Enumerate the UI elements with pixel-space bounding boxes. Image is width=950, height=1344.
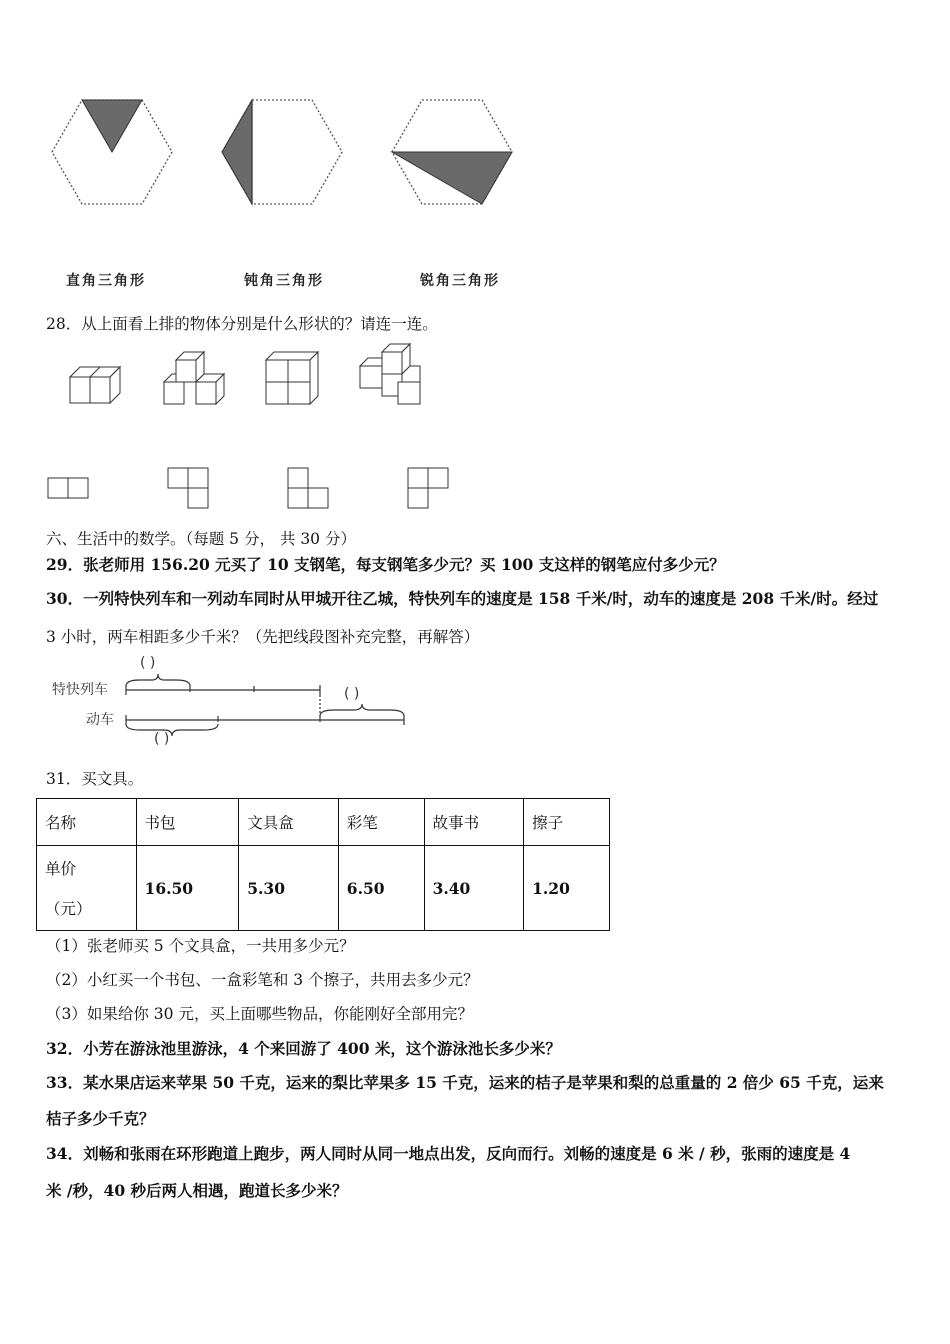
top-view-3 bbox=[288, 468, 328, 508]
question-31-sub2: （2）小红买一个书包、一盒彩笔和 3 个擦子，共用去多少元？ bbox=[46, 971, 479, 989]
hexagon-obtuse-triangle bbox=[222, 100, 342, 204]
table-header-cell: 文具盒 bbox=[239, 799, 339, 846]
caption-right-triangle: 直角三角形 bbox=[66, 273, 146, 289]
question-29: 29．张老师用 156.20 元买了 10 支钢笔，每支钢笔多少元？买 100 支这样的钢笔应付多少元？ bbox=[46, 555, 725, 574]
cube-stack-4 bbox=[360, 344, 420, 404]
paren-top: ( ) bbox=[140, 655, 156, 671]
label-emu: 动车 bbox=[86, 712, 114, 728]
section-6-title: 六、生活中的数学。（每题 5 分， 共 30 分） bbox=[46, 530, 356, 548]
table-header-cell: 书包 bbox=[136, 799, 239, 846]
cube-stack-1 bbox=[70, 367, 120, 403]
segment-diagram bbox=[120, 670, 420, 740]
cube-stack-2 bbox=[164, 352, 224, 404]
top-view-4 bbox=[408, 468, 448, 508]
table-cell: 16.50 bbox=[136, 846, 239, 931]
hexagon-acute-triangle bbox=[392, 100, 512, 204]
table-header-row bbox=[37, 799, 610, 846]
table-header-cell: 彩笔 bbox=[338, 799, 424, 846]
top-view-2 bbox=[168, 468, 208, 508]
question-31-sub3: （3）如果给你 30 元，买上面哪些物品，你能刚好全部用完？ bbox=[46, 1005, 473, 1023]
question-33-line1: 33．某水果店运来苹果 50 千克，运来的梨比苹果多 15 千克，运来的桔子是苹果和梨的总重量的 2 倍少 65 千克，运来 bbox=[46, 1073, 884, 1092]
caption-obtuse-triangle: 钝角三角形 bbox=[244, 273, 324, 289]
table-cell: 1.20 bbox=[524, 846, 610, 931]
hexagon-right-triangle bbox=[52, 100, 172, 204]
question-34-line1: 34．刘畅和张雨在环形跑道上跑步，两人同时从同一地点出发，反向而行。刘畅的速度是 6 米 / 秒，张雨的速度是 4 bbox=[46, 1144, 851, 1163]
table-cell: 3.40 bbox=[424, 846, 524, 931]
row-label-line2: （元） bbox=[45, 900, 92, 918]
question-31-sub1: （1）张老师买 5 个文具盒，一共用多少元？ bbox=[46, 937, 355, 955]
cube-stack-3 bbox=[266, 352, 318, 404]
question-33-line2: 桔子多少千克？ bbox=[46, 1109, 155, 1128]
table-cell: 6.50 bbox=[338, 846, 424, 931]
row-label-line1: 单价 bbox=[45, 860, 77, 878]
price-table bbox=[36, 798, 610, 931]
question-31-title: 31．买文具。 bbox=[46, 770, 144, 788]
table-cell: 5.30 bbox=[239, 846, 339, 931]
question-32: 32．小芳在游泳池里游泳，4 个来回游了 400 米，这个游泳池长多少米？ bbox=[46, 1039, 561, 1058]
caption-acute-triangle: 锐角三角形 bbox=[420, 273, 500, 289]
label-fast-train: 特快列车 bbox=[52, 682, 108, 698]
table-row-label bbox=[37, 846, 137, 931]
table-header-cell: 故事书 bbox=[424, 799, 524, 846]
table-row bbox=[37, 846, 610, 931]
hexagon-figures bbox=[40, 90, 530, 220]
question-30-line1: 30．一列特快列车和一列动车同时从甲城开往乙城，特快列车的速度是 158 千米/时，动车的速度是 208 千米/时。经过 bbox=[46, 589, 879, 608]
table-header-cell: 擦子 bbox=[524, 799, 610, 846]
paren-bottom: ( ) bbox=[154, 731, 170, 747]
question-30-line2: 3 小时，两车相距多少千米？（先把线段图补充完整，再解答） bbox=[46, 628, 480, 646]
question-34-line2: 米 /秒，40 秒后两人相遇，跑道长多少米？ bbox=[46, 1181, 348, 1200]
paren-right: ( ) bbox=[344, 686, 360, 702]
top-view-1 bbox=[48, 478, 88, 498]
table-header-cell: 名称 bbox=[37, 799, 137, 846]
question-28: 28．从上面看上排的物体分别是什么形状的？请连一连。 bbox=[46, 315, 438, 333]
cube-figures bbox=[40, 340, 460, 520]
